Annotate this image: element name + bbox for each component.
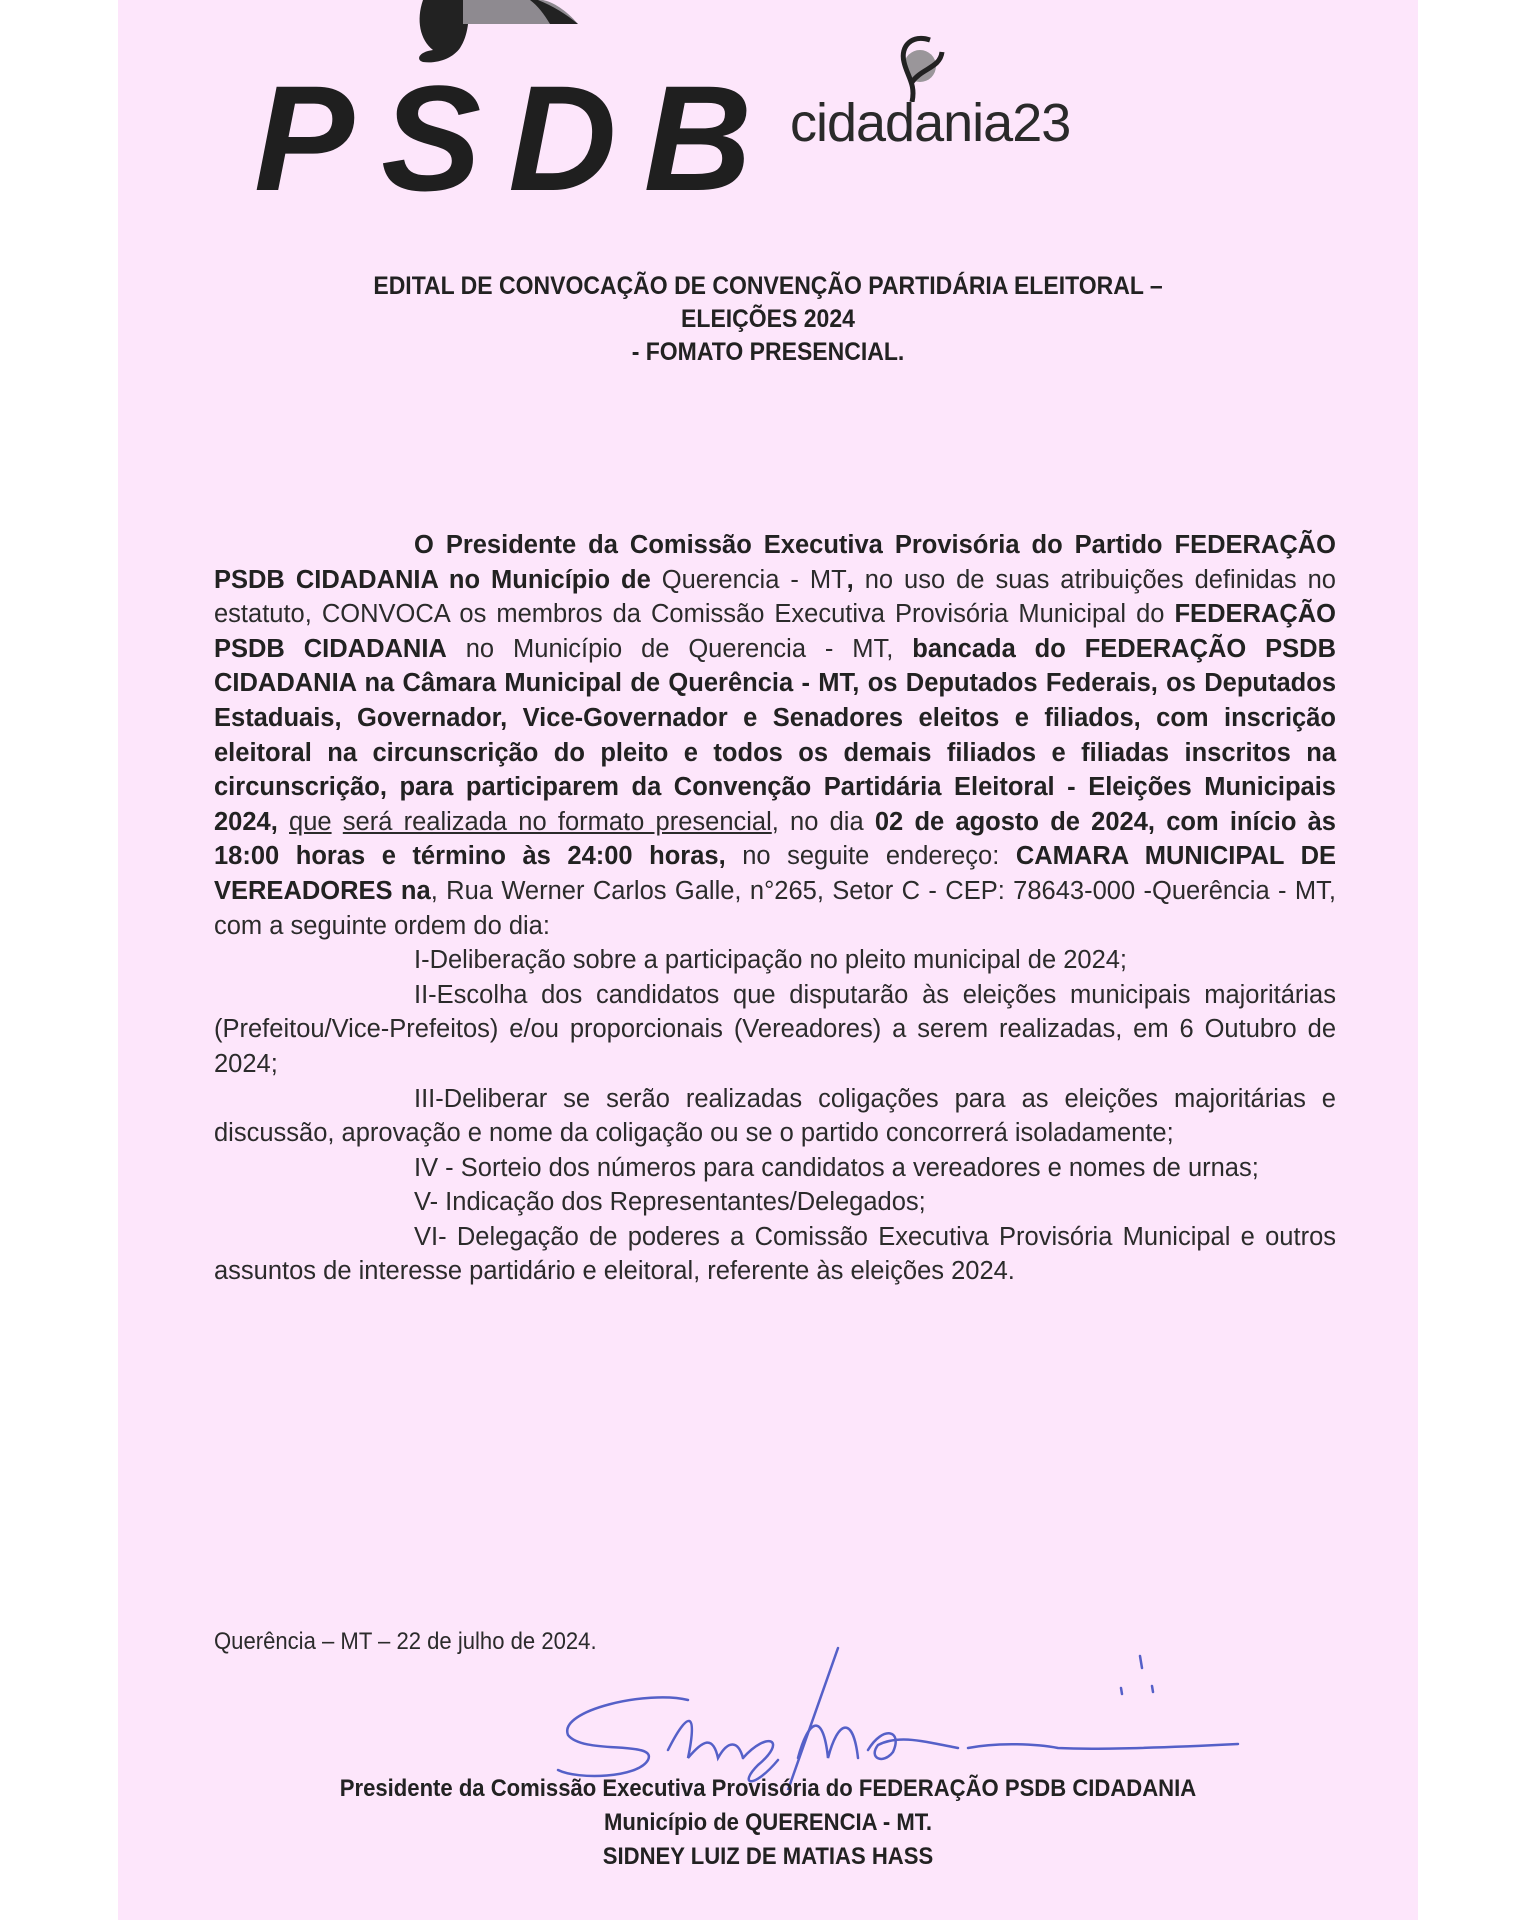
paragraph-run: no Município de Querencia - MT,	[446, 634, 913, 663]
paragraph-run: 02 de agosto de 2024, com início às 18:00 horas e término às 24:00 horas,	[214, 807, 1336, 871]
paragraph-run: no uso de suas atribuições definidas no estatuto, CONVOCA os membros da Comissão Executiva Provisória Municipal do	[214, 565, 1336, 629]
signer-name: SIDNEY LUIZ DE MATIAS HASS	[602, 1843, 934, 1870]
cidadania-logo	[790, 36, 1130, 156]
signer-title: Presidente da Comissão Executiva Provisória do FEDERAÇÃO PSDB CIDADANIA	[339, 1775, 1197, 1802]
date-line: Querência – MT – 22 de julho de 2024.	[214, 1628, 597, 1655]
agenda-item: IV - Sorteio dos números para candidatos a vereadores e nomes de urnas;	[414, 1153, 1259, 1182]
document-page	[118, 0, 1418, 1920]
paragraph-run: no seguite endereço:	[725, 842, 1016, 871]
paragraph-run: O Presidente da Comissão Executiva Provisória do Partido FEDERAÇÃO PSDB CIDADANIA no Município de	[214, 531, 1336, 594]
convocation-paragraph	[214, 528, 1336, 943]
agenda-item: V- Indicação dos Representantes/Delegados;	[414, 1188, 926, 1217]
signature-block	[118, 1772, 1418, 1874]
paragraph-run: que	[289, 807, 332, 836]
paragraph-run	[278, 808, 289, 836]
paragraph-run	[332, 808, 343, 836]
paragraph-run: será realizada no formato presencial	[342, 807, 772, 836]
signer-municipality: Município de QUERENCIA - MT.	[604, 1809, 932, 1836]
cidadania-wordmark: cidadania23	[790, 93, 1071, 153]
svg-text:PSDB: PSDB	[254, 54, 744, 200]
document-title	[170, 270, 1366, 369]
paragraph-run: ,	[846, 565, 854, 594]
title-line-3: - FOMATO PRESENCIAL.	[631, 338, 905, 366]
agenda-item: II-Escolha dos candidatos que disputarão às eleições municipais majoritárias (Prefeitou/Vice-Prefeitos) e/ou proporcionais (Vereadores) a serem realizadas, em 6 Outubro de 2024;	[214, 980, 1336, 1078]
paragraph-run: bancada do FEDERAÇÃO PSDB CIDADANIA na Câmara Municipal de Querência - MT, os Deputados Federais, os Deputados Estaduais, Governador, Vice-Governador e Senadores eleitos e filiados, com inscrição eleitoral na circunscrição do pleito e todos os demais filiados e filiadas inscritos na circunscrição, para participarem da Convenção Partidária Eleitoral - Eleições Municipais 2024,	[214, 634, 1336, 836]
paragraph-run: , Rua Werner Carlos Galle, n°265, Setor C - CEP: 78643-000 -Querência - MT, com a seguinte ordem do dia:	[214, 876, 1336, 940]
agenda-item: VI- Delegação de poderes a Comissão Executiva Provisória Municipal e outros assuntos de interesse partidário e eleitoral, referente às eleições 2024.	[214, 1222, 1336, 1286]
paragraph-run: FEDERAÇÃO PSDB CIDADANIA	[214, 600, 1336, 663]
agenda-item: I-Deliberação sobre a participação no pleito municipal de 2024;	[414, 946, 1128, 975]
paragraph-run: , no dia	[771, 807, 875, 836]
header-logos	[118, 0, 1418, 210]
title-line-1: EDITAL DE CONVOCAÇÃO DE CONVENÇÃO PARTIDÁRIA ELEITORAL –	[373, 272, 1163, 300]
title-line-2: ELEIÇÕES 2024	[681, 305, 855, 333]
agenda-item: III-Deliberar se serão realizadas coligações para as eleições majoritárias e discussão, aprovação e nome da coligação ou se o partido concorrerá isoladamente;	[214, 1084, 1336, 1148]
document-body	[214, 528, 1336, 1289]
handwritten-signature	[538, 1640, 1318, 1790]
paragraph-run: Querencia - MT	[650, 565, 847, 594]
paragraph-run: CAMARA MUNICIPAL DE VEREADORES na	[214, 842, 1336, 905]
psdb-logo	[248, 0, 748, 200]
